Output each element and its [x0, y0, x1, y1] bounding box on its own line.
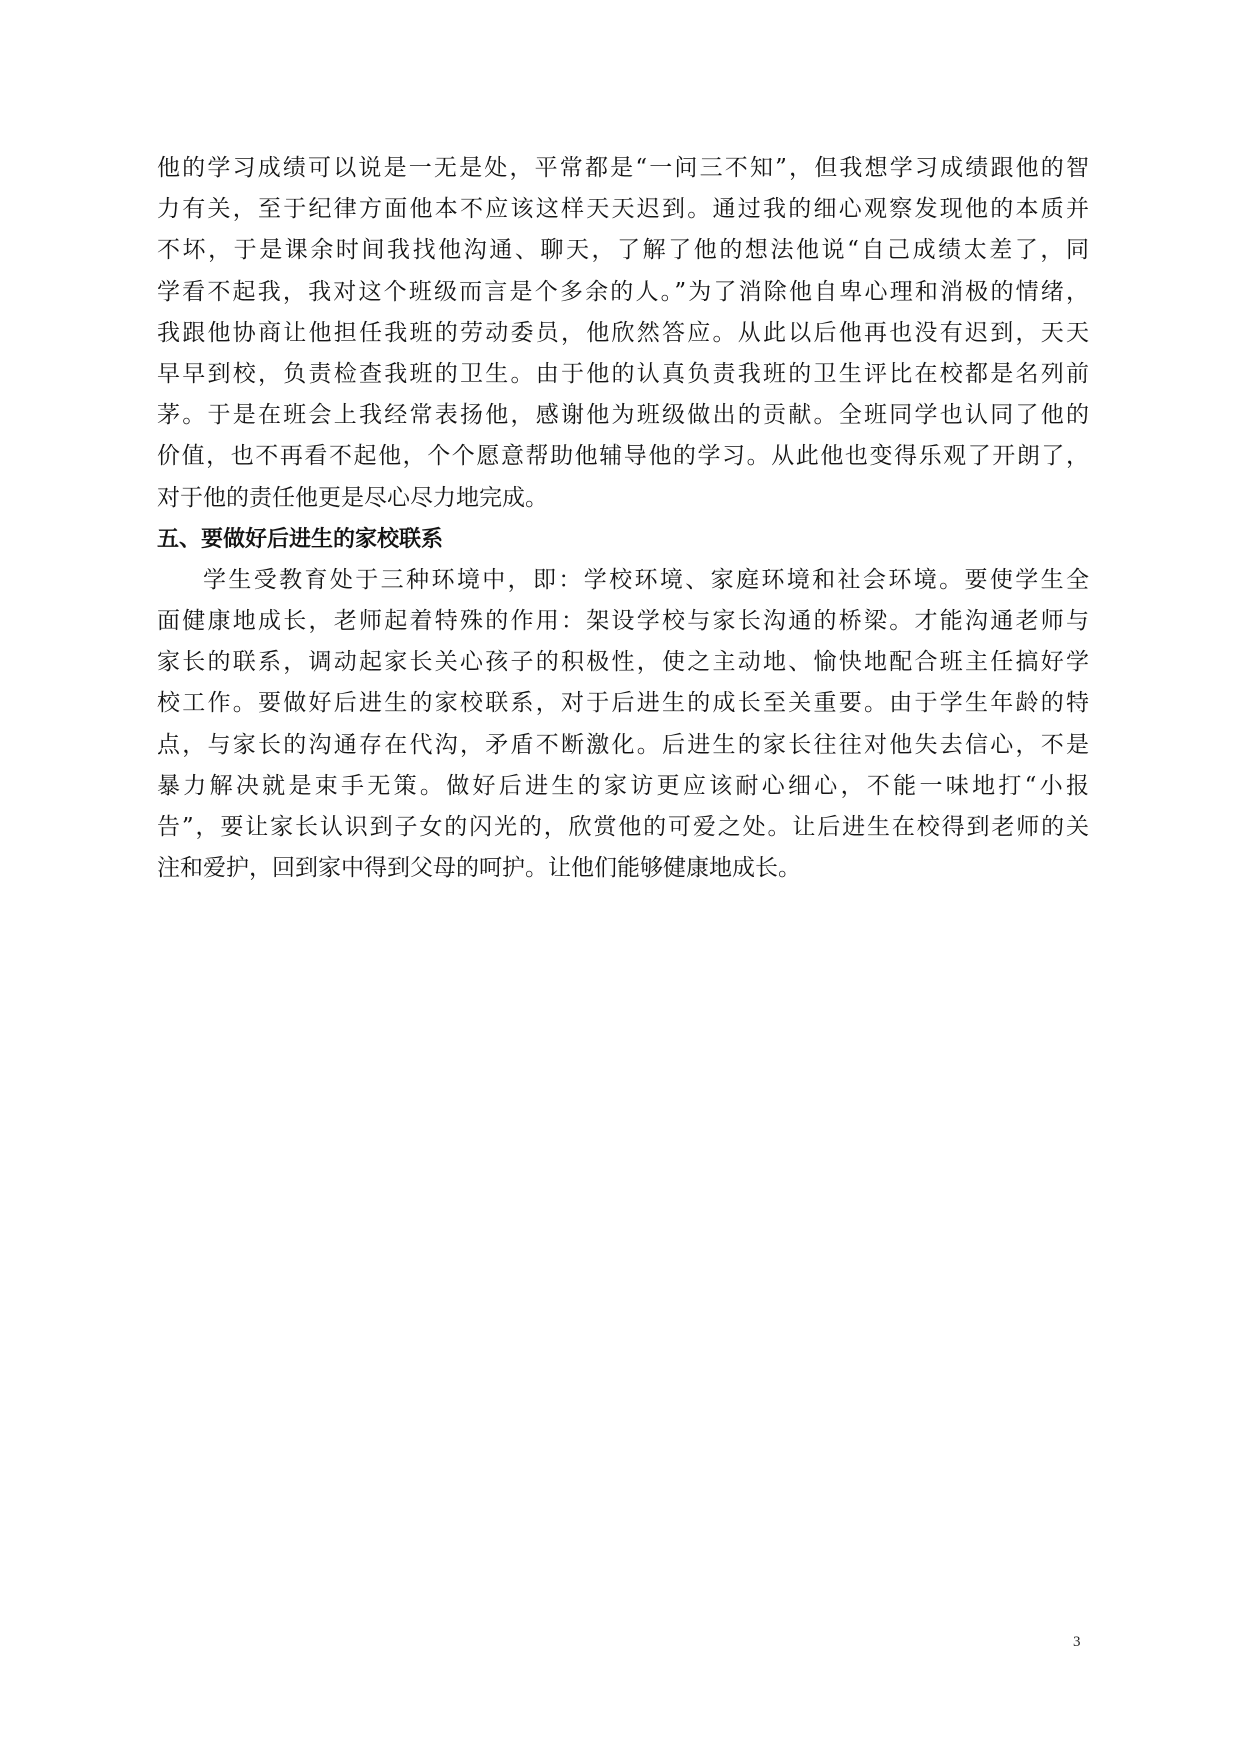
text-line: 校工作。要做好后进生的家校联系，对于后进生的成长至关重要。由于学生年龄的特: [157, 690, 1089, 717]
section-heading: 五、要做好后进生的家校联系: [157, 526, 444, 552]
text-line: 面健康地成长，老师起着特殊的作用：架设学校与家长沟通的桥梁。才能沟通老师与: [157, 608, 1089, 635]
text-line: 不坏，于是课余时间我找他沟通、聊天，了解了他的想法他说“自己成绩太差了，同: [157, 237, 1089, 264]
text-line: 暴力解决就是束手无策。做好后进生的家访更应该耐心细心，不能一味地打“小报: [157, 772, 1089, 799]
text-line: 茅。于是在班会上我经常表扬他，感谢他为班级做出的贡献。全班同学也认同了他的: [157, 402, 1089, 429]
text-line: 注和爱护，回到家中得到父母的呵护。让他们能够健康地成长。: [157, 855, 801, 882]
text-line: 早早到校，负责检查我班的卫生。由于他的认真负责我班的卫生评比在校都是名列前: [157, 360, 1089, 387]
body-paragraph-1: [157, 148, 1089, 519]
text-line: 力有关，至于纪律方面他本不应该这样天天迟到。通过我的细心观察发现他的本质并: [157, 196, 1089, 223]
text-line: 我跟他协商让他担任我班的劳动委员，他欣然答应。从此以后他再也没有迟到，天天: [157, 319, 1089, 346]
document-body: [157, 148, 1089, 889]
text-line: 对于他的责任他更是尽心尽力地完成。: [157, 484, 548, 511]
text-line: 告”，要让家长认识到子女的闪光的，欣赏他的可爱之处。让后进生在校得到老师的关: [157, 814, 1089, 840]
text-line: 学生受教育处于三种环境中，即：学校环境、家庭环境和社会环境。要使学生全: [203, 566, 1089, 593]
text-line: 学看不起我，我对这个班级而言是个多余的人。”为了消除他自卑心理和消极的情绪，: [157, 278, 1089, 305]
text-line: 价值，也不再看不起他，个个愿意帮助他辅导他的学习。从此他也变得乐观了开朗了，: [157, 443, 1089, 470]
text-line: 他的学习成绩可以说是一无是处，平常都是“一问三不知”，但我想学习成绩跟他的智: [157, 155, 1089, 181]
text-line: 点，与家长的沟通存在代沟，矛盾不断激化。后进生的家长往往对他失去信心，不是: [157, 731, 1089, 758]
body-paragraph-2: [157, 560, 1089, 890]
page-number: 3: [1073, 1634, 1081, 1650]
text-line: 家长的联系，调动起家长关心孩子的积极性，使之主动地、愉快地配合班主任搞好学: [157, 649, 1089, 676]
